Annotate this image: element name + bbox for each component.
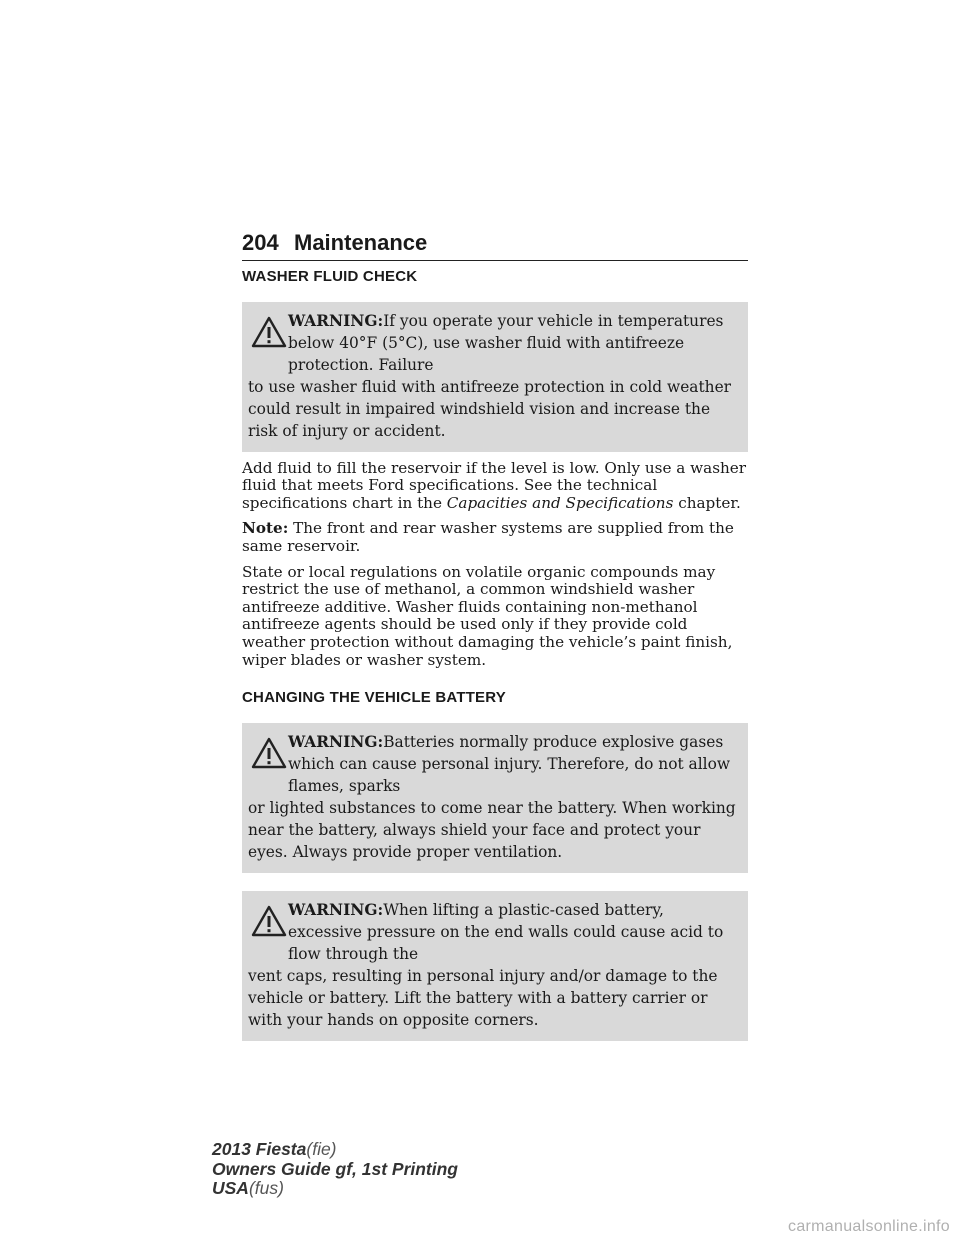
page-content (242, 268, 748, 1049)
paragraph-text-end: chapter. (678, 493, 741, 512)
page-number: 204 (242, 230, 279, 255)
paragraph-text: Add fluid to fill the reservoir if the level is low. Only use a washer fluid that meets Ford specifications. See the technical specifications chart in the (242, 458, 747, 512)
warning-text-first: Batteries normally produce explosive gases which can cause personal injury. Therefore, do not allow flames, sparks (288, 732, 731, 795)
note-label: Note: (242, 519, 289, 538)
footer-line-2 (212, 1160, 458, 1180)
chapter-title: Maintenance (294, 230, 428, 255)
warning-triangle-icon (251, 737, 287, 769)
warning-box-battery-lifting (242, 891, 748, 1041)
page-header (242, 228, 748, 261)
warning-label: WARNING: (288, 732, 384, 751)
warning-lead (248, 731, 742, 797)
warning-text-rest: or lighted substances to come near the battery. When working near the battery, always shield your face and protect your eyes. Always provide proper ventilation. (248, 798, 736, 861)
chapter-reference: Capacities and Specifications (446, 493, 674, 512)
warning-triangle-icon (251, 316, 287, 348)
footer-line-3 (212, 1179, 458, 1199)
section-heading-washer: WASHER FLUID CHECK (242, 268, 418, 285)
warning-label: WARNING: (288, 311, 384, 330)
warning-lead (248, 310, 742, 376)
footer-guide: Owners Guide gf, 1st Printing (212, 1158, 458, 1179)
warning-text-rest: vent caps, resulting in personal injury and/or damage to the vehicle or battery. Lift the battery with a battery carrier or with your hands on opposite corners. (248, 966, 718, 1029)
footer-market: USA (212, 1178, 249, 1198)
warning-triangle-icon (251, 905, 287, 937)
note-text: The front and rear washer systems are supplied from the same reservoir. (242, 519, 734, 555)
page-footer (212, 1140, 458, 1199)
warning-text-first: If you operate your vehicle in temperatures below 40°F (5°C), use washer fluid with antifreeze protection. Failure (288, 311, 724, 374)
footer-model: 2013 Fiesta (212, 1139, 307, 1159)
note-paragraph (242, 520, 748, 555)
paragraph-fill-fluid (242, 460, 748, 513)
section-heading-battery: CHANGING THE VEHICLE BATTERY (242, 689, 506, 707)
warning-label: WARNING: (288, 900, 384, 919)
footer-model-code: (fie) (306, 1139, 337, 1159)
footer-market-code: (fus) (248, 1178, 284, 1198)
warning-box-battery-gases (242, 723, 748, 873)
watermark: carmanualsonline.info (788, 1218, 950, 1235)
warning-text-first: When lifting a plastic-cased battery, excessive pressure on the end walls could cause acid to flow through the (288, 900, 724, 963)
footer-line-1 (212, 1140, 458, 1160)
paragraph-regulations: State or local regulations on volatile organic compounds may restrict the use of methanol, a common windshield washer antifreeze additive. Washer fluids containing non-methanol antifreeze agents should be used only if they provide cold weather protection without damaging the vehicle’s paint finish, wiper blades or washer system. (242, 562, 733, 669)
warning-lead (248, 899, 742, 965)
warning-box-washer (242, 302, 748, 452)
warning-text-rest: to use washer fluid with antifreeze protection in cold weather could result in impaired windshield vision and increase the risk of injury or accident. (248, 377, 732, 440)
